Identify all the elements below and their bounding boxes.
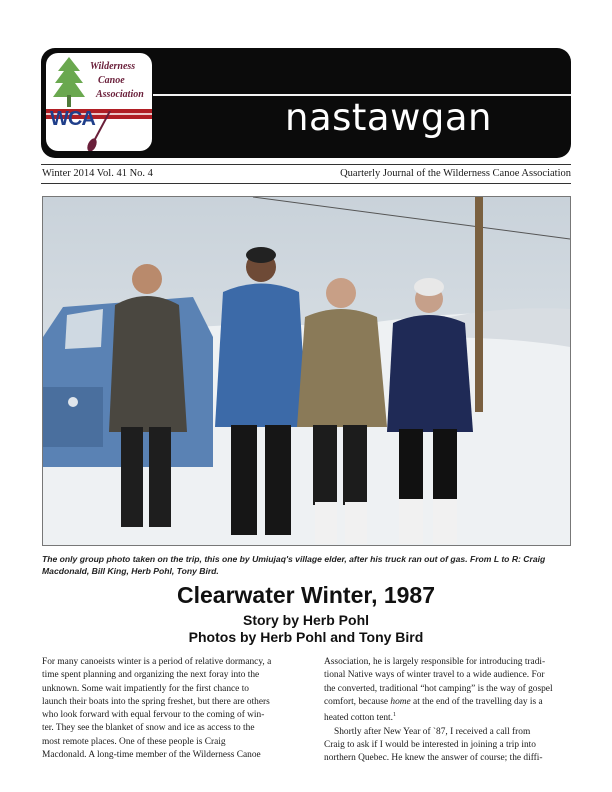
article-column-1 <box>42 656 290 762</box>
body-emphasis: home <box>390 696 411 707</box>
body-line <box>324 709 572 725</box>
body-line: unknown. Some wait impatiently for the first chance to <box>42 683 249 694</box>
body-line: For many canoeists winter is a period of relative dormancy, a <box>42 657 272 667</box>
issue-info: Winter 2014 Vol. 41 No. 4 <box>42 168 153 179</box>
body-line: Association, he is largely responsible for introducing tradi- <box>324 657 546 667</box>
masthead <box>41 48 571 158</box>
article-column-2 <box>324 656 572 766</box>
body-text: comfort, because <box>324 696 389 707</box>
body-line: northern Quebec. He knew the answer of course; the diffi- <box>324 753 543 764</box>
group-photo-image <box>43 197 570 545</box>
logo-line-1: Wilderness <box>90 61 136 72</box>
logo-line-3: Association <box>96 89 144 100</box>
footnote-marker: 1 <box>393 712 396 719</box>
body-line: time spent planning and organizing the next foray into the <box>42 670 260 681</box>
tree-icon <box>52 57 86 109</box>
wca-logo <box>46 53 152 151</box>
group-photo <box>42 196 571 546</box>
body-line: launch their boats into the spring freshet, but there are others <box>42 696 270 707</box>
body-text: heated cotton tent. <box>324 713 393 724</box>
body-line: the converted, traditional “hot camping” is the way of gospel <box>324 683 553 694</box>
body-line: tional Native ways of winter travel to a wide audience. For <box>324 670 545 681</box>
body-line: ter. They see the blanket of snow and ice as access to the <box>42 723 255 734</box>
story-byline: Story by Herb Pohl <box>242 612 370 628</box>
journal-title: nastawgan <box>285 96 492 139</box>
body-line: Craig to ask if I would be interested in joining a trip into <box>324 739 536 750</box>
body-line: Macdonald. A long-time member of the Wilderness Canoe <box>42 750 261 761</box>
body-line <box>324 696 572 709</box>
journal-subtitle: Quarterly Journal of the Wilderness Canoe Association <box>340 168 571 179</box>
body-line: who look forward with equal fervour to the coming of win- <box>42 710 265 721</box>
paddle-icon <box>86 111 116 151</box>
photo-caption: The only group photo taken on the trip, this one by Umiujaq's village elder, after his truck ran out of gas. From L to R: Craig Macdonald, Bill King, Herb Pohl, Tony Bird. <box>42 554 546 576</box>
issue-bar <box>41 164 571 184</box>
photo-byline: Photos by Herb Pohl and Tony Bird <box>188 629 424 645</box>
logo-line-2: Canoe <box>98 75 125 86</box>
body-text: at the end of the travelling day is a <box>413 696 543 707</box>
logo-abbreviation: WCA <box>50 108 95 130</box>
body-line: Shortly after New Year of `87, I received a call from <box>334 726 531 737</box>
article-title: Clearwater Winter, 1987 <box>176 582 436 608</box>
body-line: most remote places. One of these people is Craig <box>42 736 226 747</box>
